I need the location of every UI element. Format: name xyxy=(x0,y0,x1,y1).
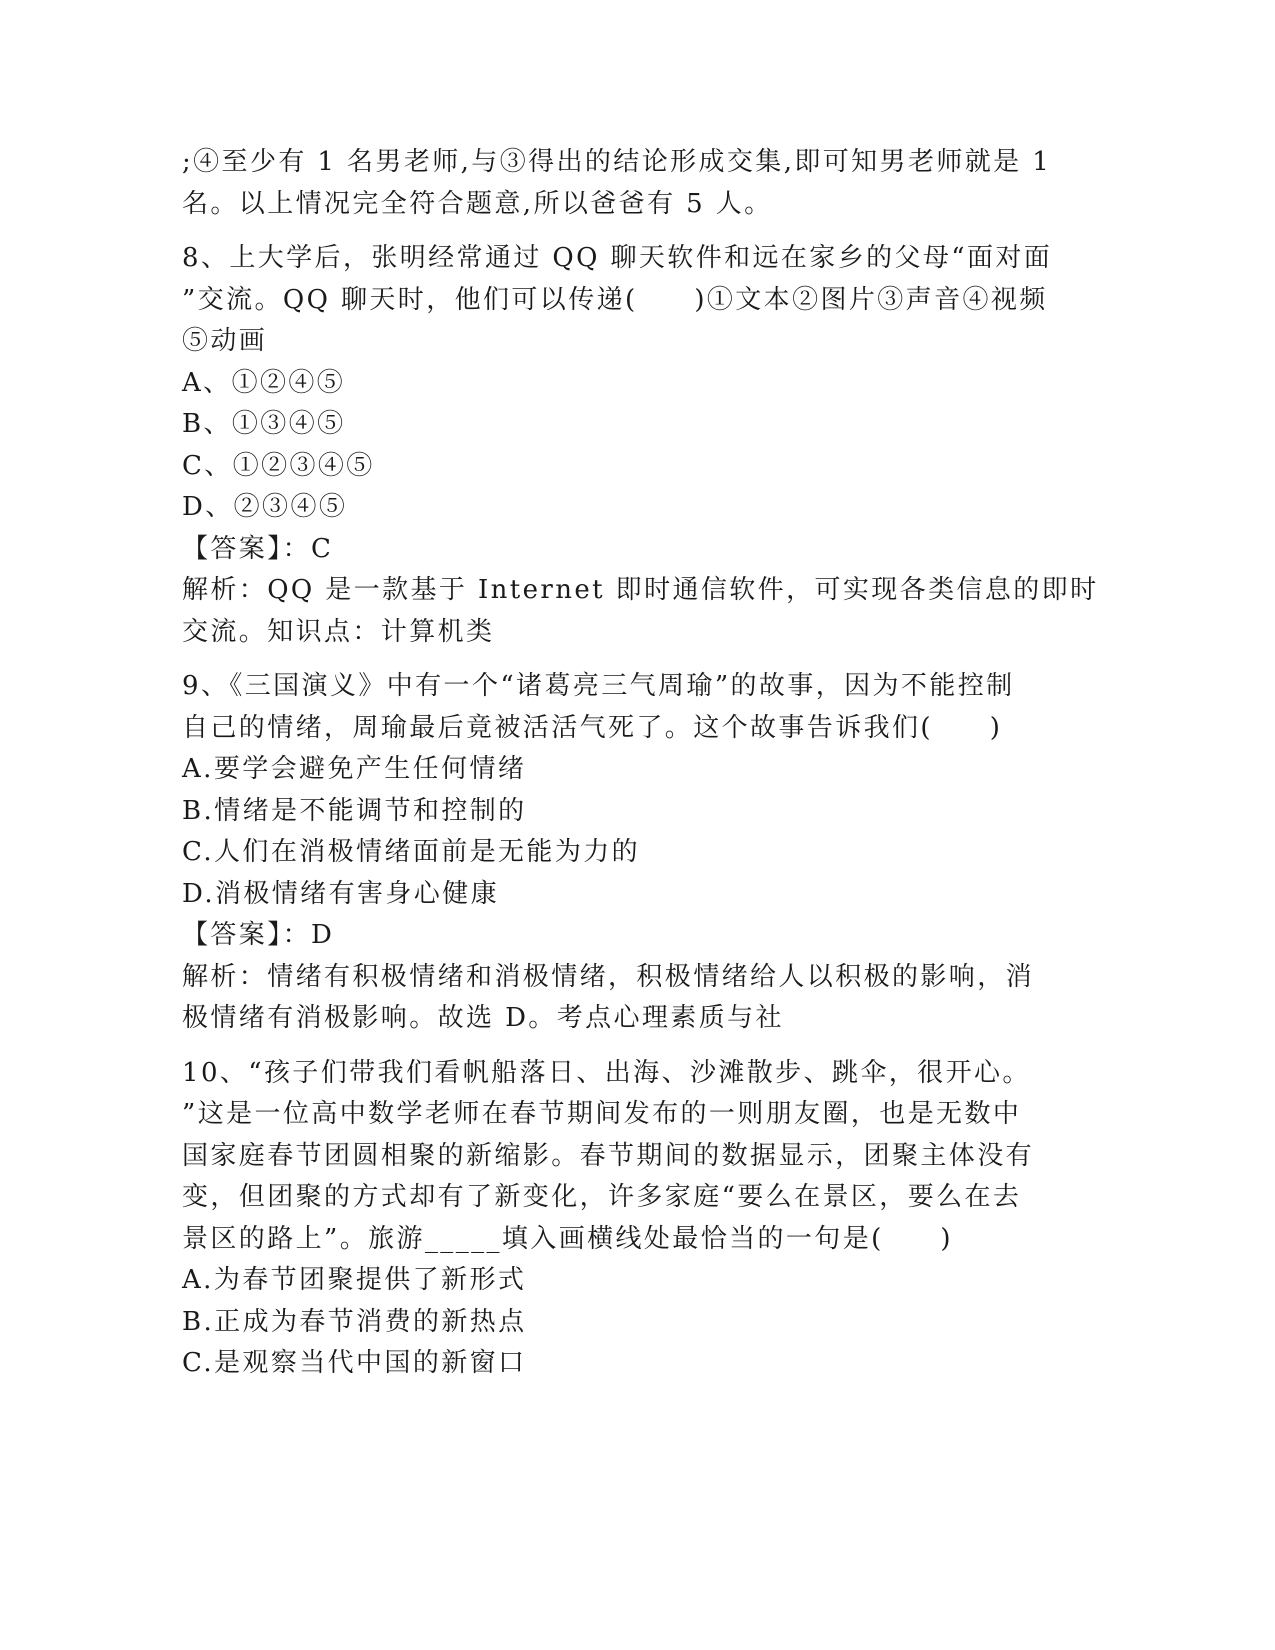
q9-option-b: B.情绪是不能调节和控制的 xyxy=(182,795,527,826)
question-10 xyxy=(182,1053,1082,1385)
question-9 xyxy=(182,666,1082,1040)
q9-option-a: A.要学会避免产生任何情绪 xyxy=(182,754,527,784)
q9-analysis-line-2: 极情绪有消极影响。故选 D。考点心理素质与社 xyxy=(182,1003,784,1033)
q9-option-c: C.人们在消极情绪面前是无能为力的 xyxy=(182,837,641,867)
question-7-tail xyxy=(182,142,1082,225)
q9-option-d: D.消极情绪有害身心健康 xyxy=(182,878,499,909)
q8-analysis-line-2: 交流。知识点：计算机类 xyxy=(182,616,495,647)
q7-line-2: 名。以上情况完全符合题意,所以爸爸有 5 人。 xyxy=(182,188,773,219)
q10-option-c: C.是观察当代中国的新窗口 xyxy=(182,1348,527,1378)
q8-option-d: D、②③④⑤ xyxy=(182,492,348,522)
q10-stem-line-4: 变，但团聚的方式却有了新变化，许多家庭“要么在景区，要么在去 xyxy=(182,1182,1022,1212)
question-8 xyxy=(182,238,1099,653)
q8-option-a: A、①②④⑤ xyxy=(182,367,346,398)
q8-option-c: C、①②③④⑤ xyxy=(182,450,375,481)
q10-stem-line-5: 景区的路上”。旅游_____填入画横线处最恰当的一句是( ) xyxy=(182,1223,953,1254)
q9-stem-line-2: 自己的情绪，周瑜最后竟被活活气死了。这个故事告诉我们( ) xyxy=(182,712,1003,743)
q8-stem-line-3: ⑤动画 xyxy=(182,326,268,356)
q10-stem-line-3: 国家庭春节团圆相聚的新缩影。春节期间的数据显示，团聚主体没有 xyxy=(182,1140,1035,1171)
q10-stem-line-1: 10、“孩子们带我们看帆船落日、出海、沙滩散步、跳伞，很开心。 xyxy=(182,1057,1031,1088)
page-content xyxy=(182,142,1099,1385)
q8-option-b: B、①③④⑤ xyxy=(182,409,346,439)
q10-stem-line-2: ”这是一位高中数学老师在春节期间发布的一则朋友圈，也是无数中 xyxy=(182,1099,1022,1129)
q9-analysis-line-1: 解析：情绪有积极情绪和消极情绪，积极情绪给人以积极的影响，消 xyxy=(182,961,1035,992)
q8-analysis-line-1: 解析：QQ 是一款基于 Internet 即时通信软件，可实现各类信息的即时 xyxy=(182,575,1099,605)
q8-stem-line-2: ”交流。QQ 聊天时，他们可以传递( )①文本②图片③声音④视频 xyxy=(182,284,1048,315)
q10-option-b: B.正成为春节消费的新热点 xyxy=(182,1306,527,1337)
q9-stem-line-1: 9、《三国演义》中有一个“诸葛亮三气周瑜”的故事，因为不能控制 xyxy=(182,671,1015,701)
q8-stem-line-1: 8、上大学后，张明经常通过 QQ 聊天软件和远在家乡的父母“面对面 xyxy=(182,243,1053,273)
q9-answer: 【答案】：D xyxy=(182,920,335,950)
q7-line-1: ;④至少有 1 名男老师,与③得出的结论形成交集,即可知男老师就是 1 xyxy=(182,147,1052,177)
q10-option-a: A.为春节团聚提供了新形式 xyxy=(182,1265,527,1295)
q8-answer: 【答案】：C xyxy=(182,533,334,564)
